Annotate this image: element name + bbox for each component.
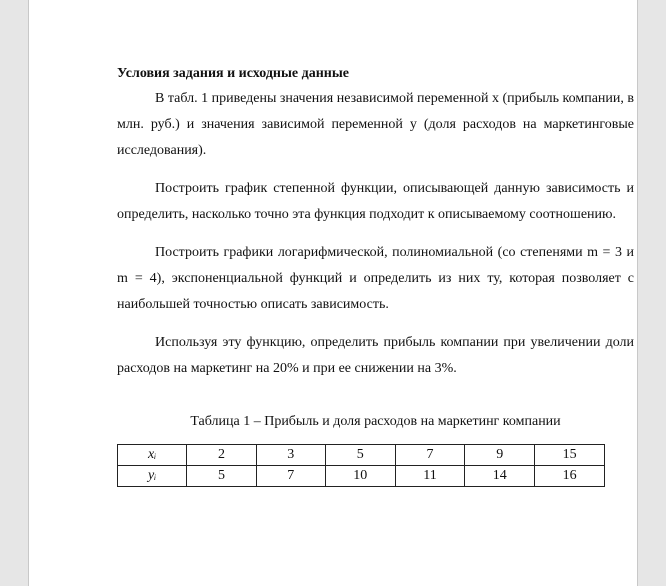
table-cell: 7 [395,445,465,466]
paragraph-1: В табл. 1 приведены значения независимой переменной x (прибыль компании, в млн. руб.) и значения зависимой переменной y (доля расходов на маркетинговые исследования). [117,91,635,158]
document-page [28,0,638,586]
paragraph-3: Построить графики логарифмической, полиномиальной (со степенями m = 3 и m = 4), экспоненциальной функций и определить из них ту, которая позволяет с наибольшей точностью описать зависимость. [117,245,634,312]
table-cell: 14 [465,466,535,487]
table-cell: 15 [535,445,605,466]
table-cell: 5 [325,445,395,466]
section-heading: Условия задания и исходные данные [117,66,349,81]
paragraph-4: Используя эту функцию, определить прибыль компании при увеличении доли расходов на маркетинг на 20% и при ее снижении на 3%. [117,335,634,376]
table-cell: 16 [535,466,605,487]
table-cell: 2 [187,445,256,466]
table-row-y [118,466,605,487]
table-row-x [118,445,605,466]
table-cell: 10 [325,466,395,487]
table-cell: 3 [256,445,325,466]
table-caption: Таблица 1 – Прибыль и доля расходов на маркетинг компании [190,414,561,429]
document-content [117,62,634,487]
table-cell: 9 [465,445,535,466]
table-cell: 5 [187,466,256,487]
table-cell: 7 [256,466,325,487]
table-cell: 11 [395,466,465,487]
row-label-x: xᵢ [118,445,187,466]
paragraph-2: Построить график степенной функции, описывающей данную зависимость и определить, насколько точно эта функция подходит к описываемому соотношению. [117,181,634,222]
data-table [117,444,605,487]
row-label-y: yᵢ [118,466,187,487]
